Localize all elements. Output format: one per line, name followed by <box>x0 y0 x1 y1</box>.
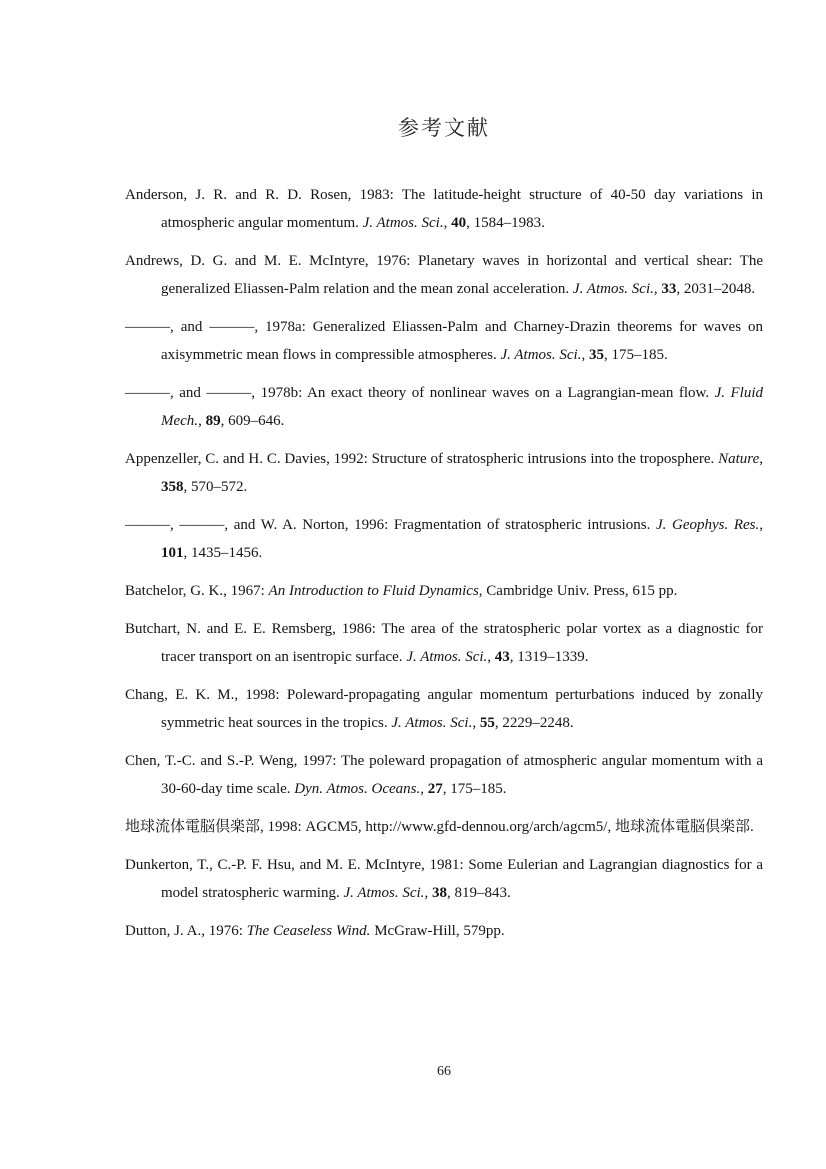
reference-text-segment: Batchelor, G. K., 1967: <box>125 583 269 599</box>
reference-text-segment: , 175–185. <box>442 781 507 797</box>
reference-text-segment: Anderson, J. R. and R. D. Rosen, 1983: The latitude-height structure of 40-50 day variations in atmospheric angular momentum. <box>125 187 763 231</box>
reference-text-segment: 43 <box>494 649 510 665</box>
reference-text-segment: ———, and ———, 1978a: Generalized Eliassen-Palm and Charney-Drazin theorems for waves on axisymmetric mean flows in compressible atmospheres. <box>125 319 763 363</box>
reference-text-segment: , 175–185. <box>603 347 668 363</box>
reference-text-segment: Appenzeller, C. and H. C. Davies, 1992: Structure of stratospheric intrusions into the troposphere. <box>125 451 719 467</box>
reference-text-segment: , <box>424 885 432 901</box>
reference-text-segment: Dutton, J. A., 1976: <box>125 923 247 939</box>
reference-text-segment: 38 <box>431 885 447 901</box>
reference-entry <box>125 577 763 605</box>
reference-text-segment: Chen, T.-C. and S.-P. Weng, 1997: The poleward propagation of atmospheric angular momentum with a 30-60-day time scale. <box>125 753 763 797</box>
reference-text-segment: , <box>759 517 763 533</box>
reference-text-segment: ———, ———, and W. A. Norton, 1996: Fragmentation of stratospheric intrusions. <box>125 517 656 533</box>
reference-text-segment: 35 <box>588 347 604 363</box>
reference-text-segment: The Ceaseless Wind. <box>246 923 371 939</box>
reference-text-segment: , <box>487 649 495 665</box>
reference-text-segment: Dyn. Atmos. Oceans. <box>294 781 421 797</box>
reference-entry <box>125 247 763 303</box>
reference-text-segment: J. Fluid Mech. <box>161 385 763 429</box>
reference-text-segment: , <box>653 281 662 297</box>
reference-entry <box>125 813 763 841</box>
page-number: 66 <box>437 1064 451 1079</box>
reference-text-segment: 101 <box>161 545 184 561</box>
reference-text-segment: , <box>581 347 589 363</box>
reference-text-segment: , 2031–2048. <box>676 281 756 297</box>
reference-text-segment: , <box>420 781 428 797</box>
reference-entry <box>125 313 763 369</box>
reference-entry <box>125 917 763 945</box>
reference-text-segment: , 819–843. <box>446 885 511 901</box>
reference-entry <box>125 681 763 737</box>
reference-text-segment: 358 <box>161 479 184 495</box>
reference-text-segment: Dunkerton, T., C.-P. F. Hsu, and M. E. McIntyre, 1981: Some Eulerian and Lagrangian diagnostics for a model stratospheric warming. <box>125 857 763 901</box>
reference-text-segment: J. Atmos. Sci. <box>362 215 444 231</box>
reference-text-segment: J. Atmos. Sci. <box>343 885 425 901</box>
reference-text-segment: , Cambridge Univ. Press, 615 pp. <box>478 583 678 599</box>
reference-text-segment: J. Geophys. Res. <box>655 517 760 533</box>
reference-text-segment: , 570–572. <box>183 479 248 495</box>
reference-text-segment: 27 <box>427 781 443 797</box>
page-title: 参考文献 <box>398 117 490 140</box>
reference-text-segment: 地球流体電脳倶楽部, 1998: AGCM5, http://www.gfd-dennou.org/arch/agcm5/, 地球流体電脳倶楽部. <box>125 819 754 835</box>
reference-text-segment: J. Atmos. Sci. <box>572 281 654 297</box>
reference-text-segment: J. Atmos. Sci. <box>406 649 488 665</box>
reference-text-segment: An Introduction to Fluid Dynamics <box>268 583 479 599</box>
reference-text-segment: , 609–646. <box>220 413 285 429</box>
reference-text-segment: , 2229–2248. <box>494 715 574 731</box>
reference-entry <box>125 445 763 501</box>
reference-text-segment: Butchart, N. and E. E. Remsberg, 1986: The area of the stratospheric polar vortex as a diagnostic for tracer transport on an isentropic surface. <box>125 621 763 665</box>
reference-text-segment: J. Atmos. Sci. <box>500 347 582 363</box>
reference-text-segment: Andrews, D. G. and M. E. McIntyre, 1976: Planetary waves in horizontal and vertical shear: The generalized Eliassen-Palm relation and the mean zonal acceleration. <box>125 253 763 297</box>
references-list <box>125 181 763 955</box>
reference-text-segment: ———, and ———, 1978b: An exact theory of nonlinear waves on a Lagrangian-mean flow. <box>125 385 715 401</box>
reference-text-segment: , <box>198 413 206 429</box>
reference-entry <box>125 851 763 907</box>
reference-entry <box>125 181 763 237</box>
reference-text-segment: 55 <box>479 715 495 731</box>
reference-text-segment: J. Atmos. Sci. <box>391 715 473 731</box>
reference-text-segment: 89 <box>205 413 221 429</box>
reference-entry <box>125 511 763 567</box>
reference-text-segment: , <box>472 715 480 731</box>
reference-entry <box>125 747 763 803</box>
reference-text-segment: , 1319–1339. <box>509 649 589 665</box>
reference-text-segment: 33 <box>661 281 677 297</box>
reference-entry <box>125 379 763 435</box>
reference-text-segment: 40 <box>451 215 467 231</box>
reference-text-segment: Chang, E. K. M., 1998: Poleward-propagating angular momentum perturbations induced by zonally symmetric heat sources in the tropics. <box>125 687 763 731</box>
reference-text-segment: Nature <box>718 451 760 467</box>
reference-text-segment: , 1584–1983. <box>466 215 545 231</box>
reference-text-segment: , <box>443 215 452 231</box>
reference-text-segment: , 1435–1456. <box>183 545 263 561</box>
reference-text-segment: McGraw-Hill, 579pp. <box>370 923 505 939</box>
reference-entry <box>125 615 763 671</box>
reference-text-segment: , <box>759 451 763 467</box>
